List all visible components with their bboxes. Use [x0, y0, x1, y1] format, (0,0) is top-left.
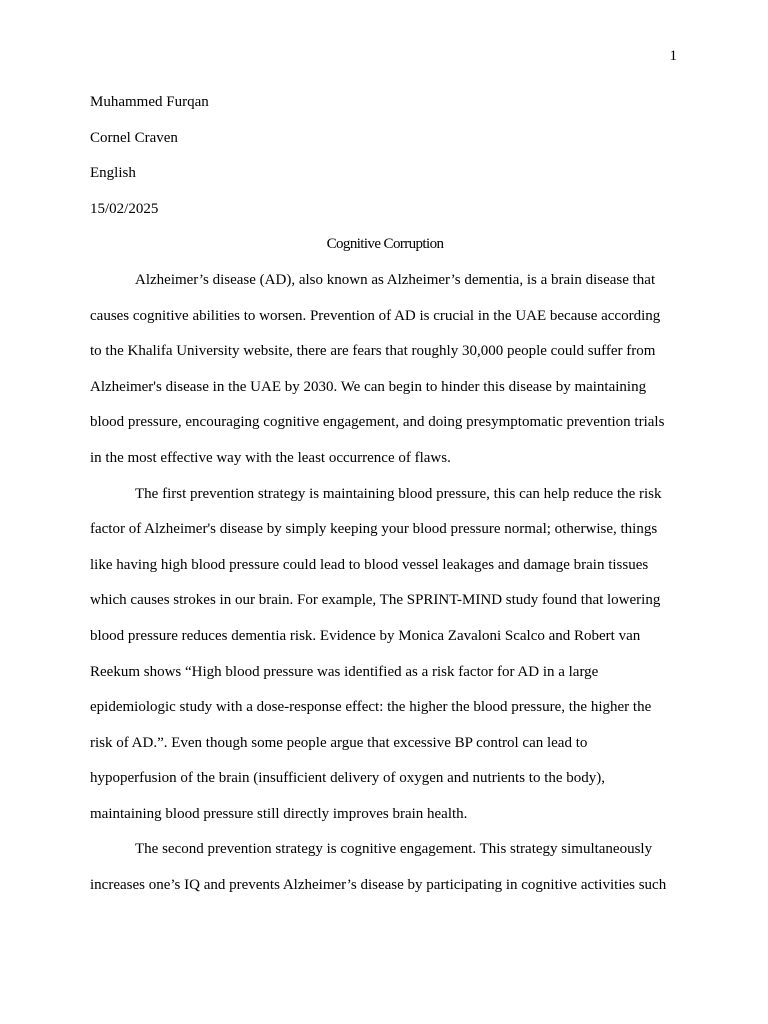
author-name: Muhammed Furqan: [90, 94, 209, 110]
text-line: epidemiologic study with a dose-response effect: the higher the blood pressure, the higher the: [90, 699, 652, 716]
text-line: which causes strokes in our brain. For example, The SPRINT-MIND study found that lowering: [90, 592, 661, 609]
text-line: factor of Alzheimer's disease by simply keeping your blood pressure normal; otherwise, things: [90, 521, 658, 538]
text-line: Reekum shows “High blood pressure was identified as a risk factor for AD in a large: [90, 663, 599, 680]
course-name: English: [90, 165, 136, 182]
text-line: to the Khalifa University website, there are fears that roughly 30,000 people could suffer from: [90, 343, 656, 360]
text-line: in the most effective way with the least occurrence of flaws.: [90, 449, 451, 466]
text-line: blood pressure, encouraging cognitive engagement, and doing presymptomatic prevention trials: [90, 414, 665, 431]
text-line: The first prevention strategy is maintaining blood pressure, this can help reduce the risk: [135, 485, 662, 502]
text-line: maintaining blood pressure still directly improves brain health.: [90, 805, 468, 822]
document-date: 15/02/2025: [90, 200, 159, 217]
essay-text: [90, 270, 680, 911]
instructor-name: Cornel Craven: [90, 129, 178, 146]
essay-title: Cognitive Corruption: [326, 236, 444, 253]
text-line: The second prevention strategy is cognitive engagement. This strategy simultaneously: [135, 841, 653, 858]
document-body: [90, 92, 680, 911]
text-line: Alzheimer's disease in the UAE by 2030. We can begin to hinder this disease by maintaining: [90, 378, 647, 395]
text-line: blood pressure reduces dementia risk. Evidence by Monica Zavaloni Scalco and Robert van: [90, 627, 641, 644]
text-line: Alzheimer’s disease (AD), also known as Alzheimer’s dementia, is a brain disease that: [135, 271, 656, 288]
text-line: risk of AD.”. Even though some people argue that excessive BP control can lead to: [90, 734, 588, 751]
text-line: increases one’s IQ and prevents Alzheimer’s disease by participating in cognitive activities such: [90, 877, 667, 894]
text-line: causes cognitive abilities to worsen. Prevention of AD is crucial in the UAE because according: [90, 307, 661, 324]
text-line: hypoperfusion of the brain (insufficient delivery of oxygen and nutrients to the body),: [90, 770, 606, 787]
page-number: 1: [669, 48, 677, 64]
text-line: like having high blood pressure could lead to blood vessel leakages and damage brain tissues: [90, 556, 649, 573]
